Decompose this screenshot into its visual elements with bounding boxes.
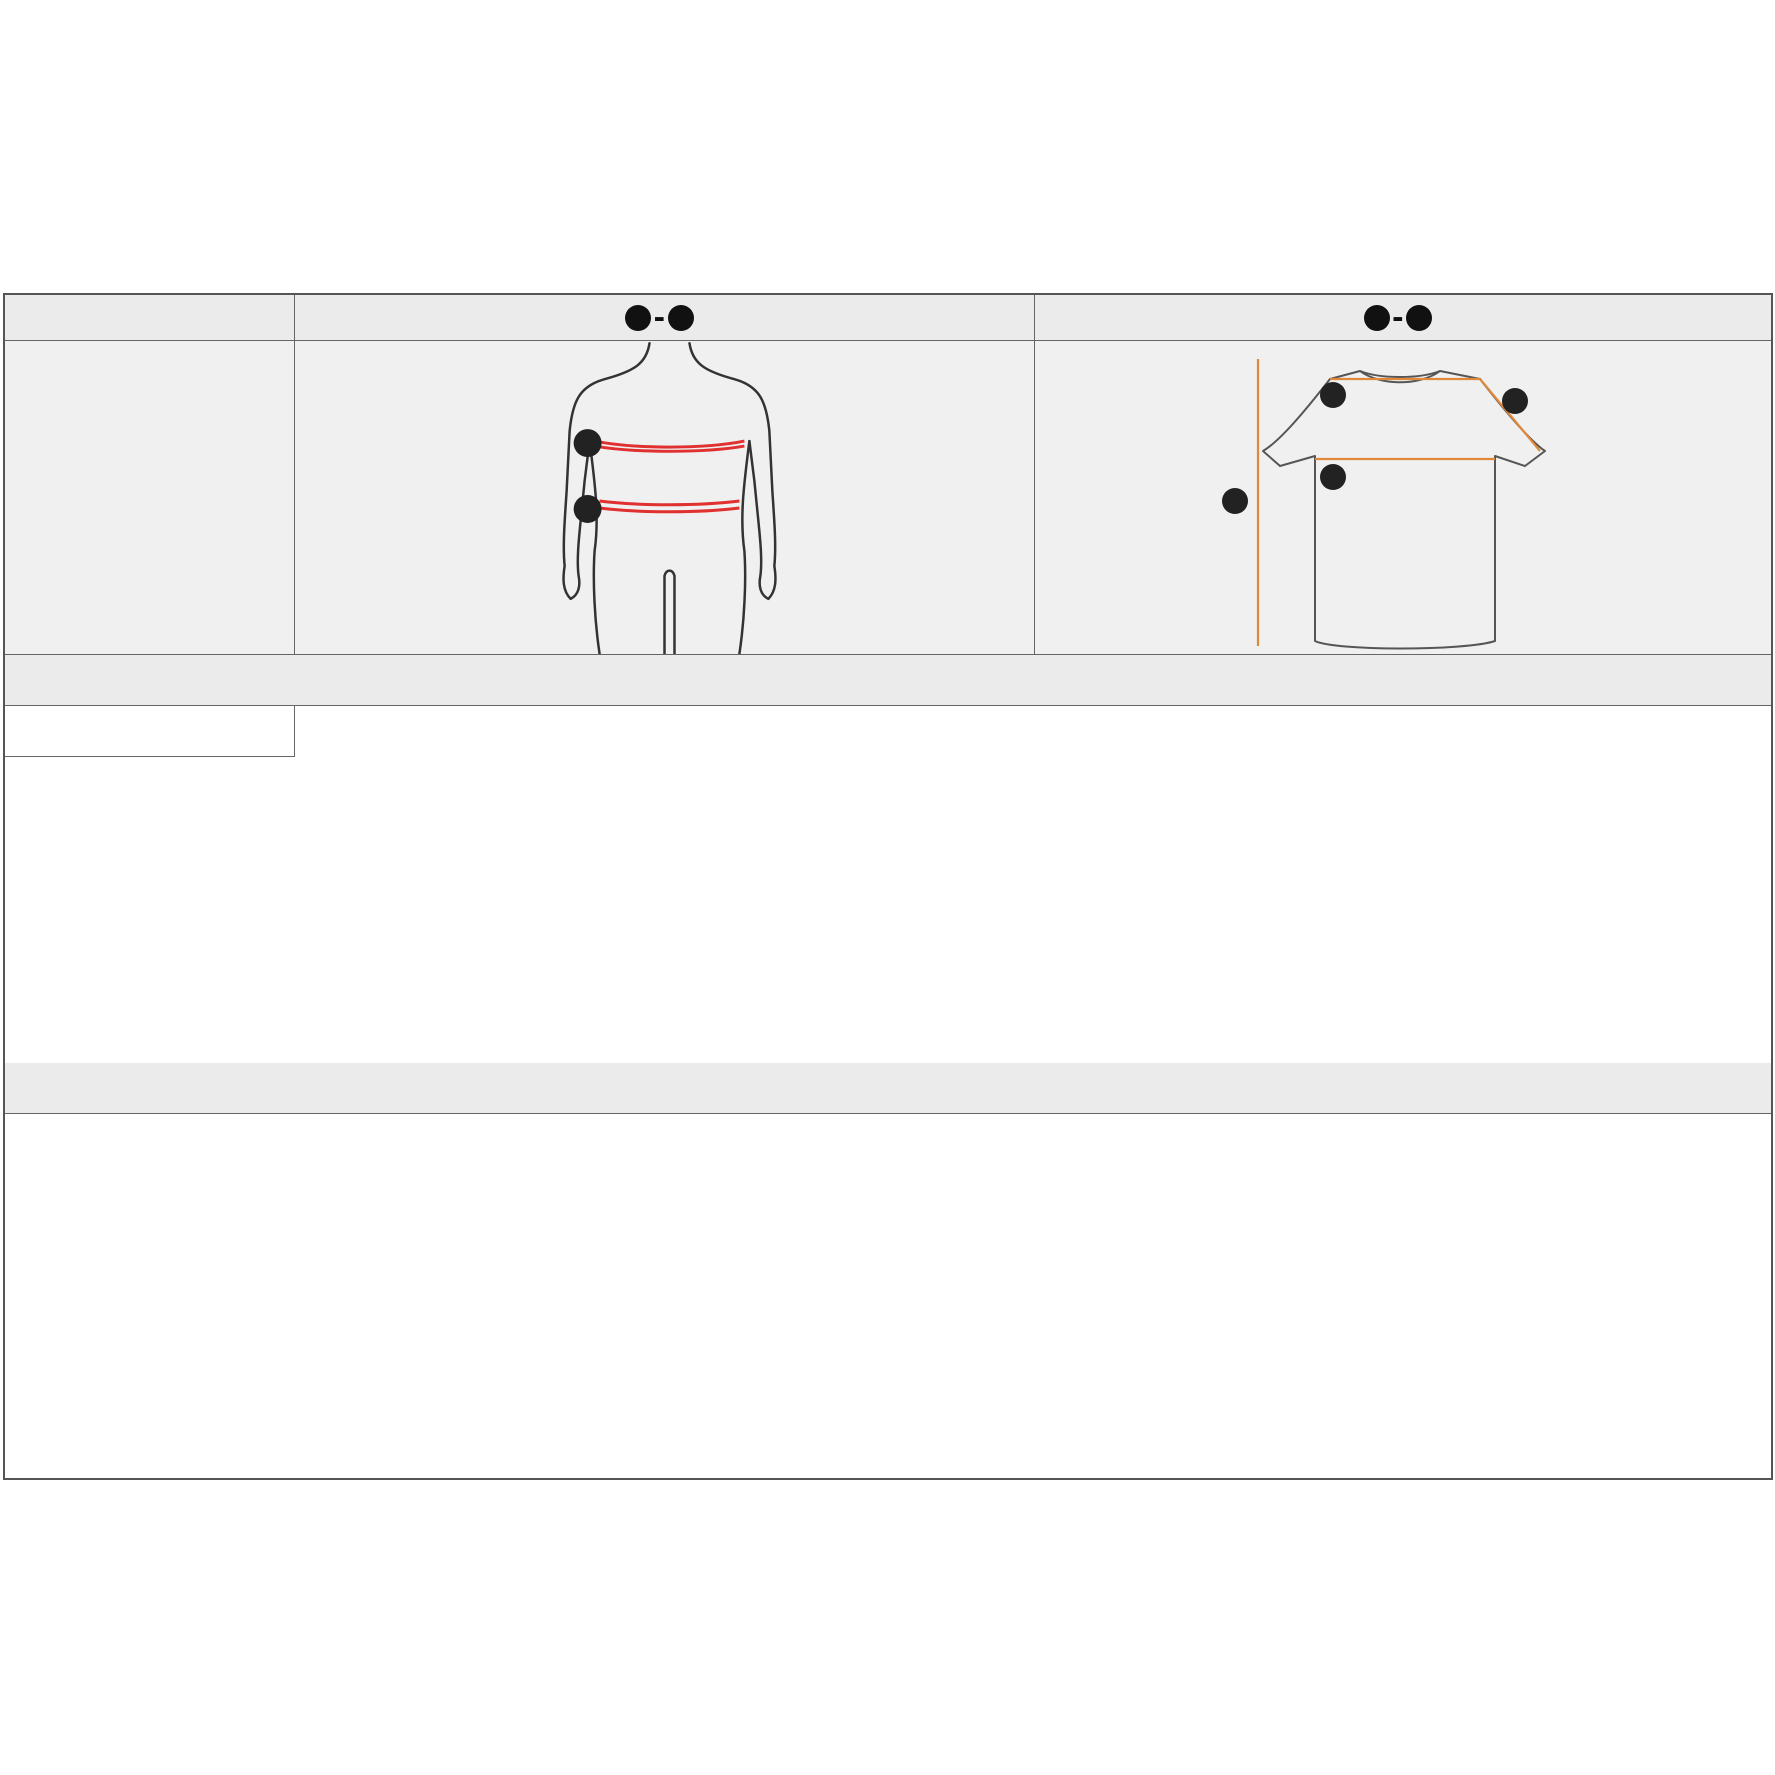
badge-3-icon: [1320, 382, 1346, 408]
header-row: [5, 295, 1771, 341]
body-figure-illustration: [295, 341, 1034, 654]
how-to-measure-cell: [5, 341, 295, 655]
measure-body-heading: -: [295, 295, 1035, 341]
sizes-header-row: [5, 706, 1771, 757]
size-chart-heading: [5, 295, 295, 341]
badge-6-icon: [1502, 388, 1528, 414]
measure-clothing-heading: -: [1035, 295, 1771, 341]
badge-5-icon: [1222, 488, 1248, 514]
clothing-measurements-band: [5, 1063, 1771, 1114]
diagram-row: [5, 341, 1771, 655]
number-2-icon: [668, 305, 694, 331]
badge-4-icon: [1320, 464, 1346, 490]
notes-section: [5, 1319, 1771, 1343]
tshirt-illustration: [1035, 341, 1771, 654]
body-measurements-band: [5, 655, 1771, 706]
body-diagram-cell: [295, 341, 1035, 655]
number-1-icon: [625, 305, 651, 331]
bust-measure-line: [595, 441, 745, 451]
size-chart-table: [3, 293, 1773, 1480]
sizes-label-cell: [5, 706, 295, 757]
waist-measure-line: [600, 501, 740, 512]
number-6-icon: [1406, 305, 1432, 331]
clothing-diagram-cell: [1035, 341, 1771, 655]
badge-2-icon: [574, 495, 602, 523]
tshirt-outline: [1263, 371, 1545, 649]
number-3-icon: [1364, 305, 1390, 331]
badge-1-icon: [574, 429, 602, 457]
